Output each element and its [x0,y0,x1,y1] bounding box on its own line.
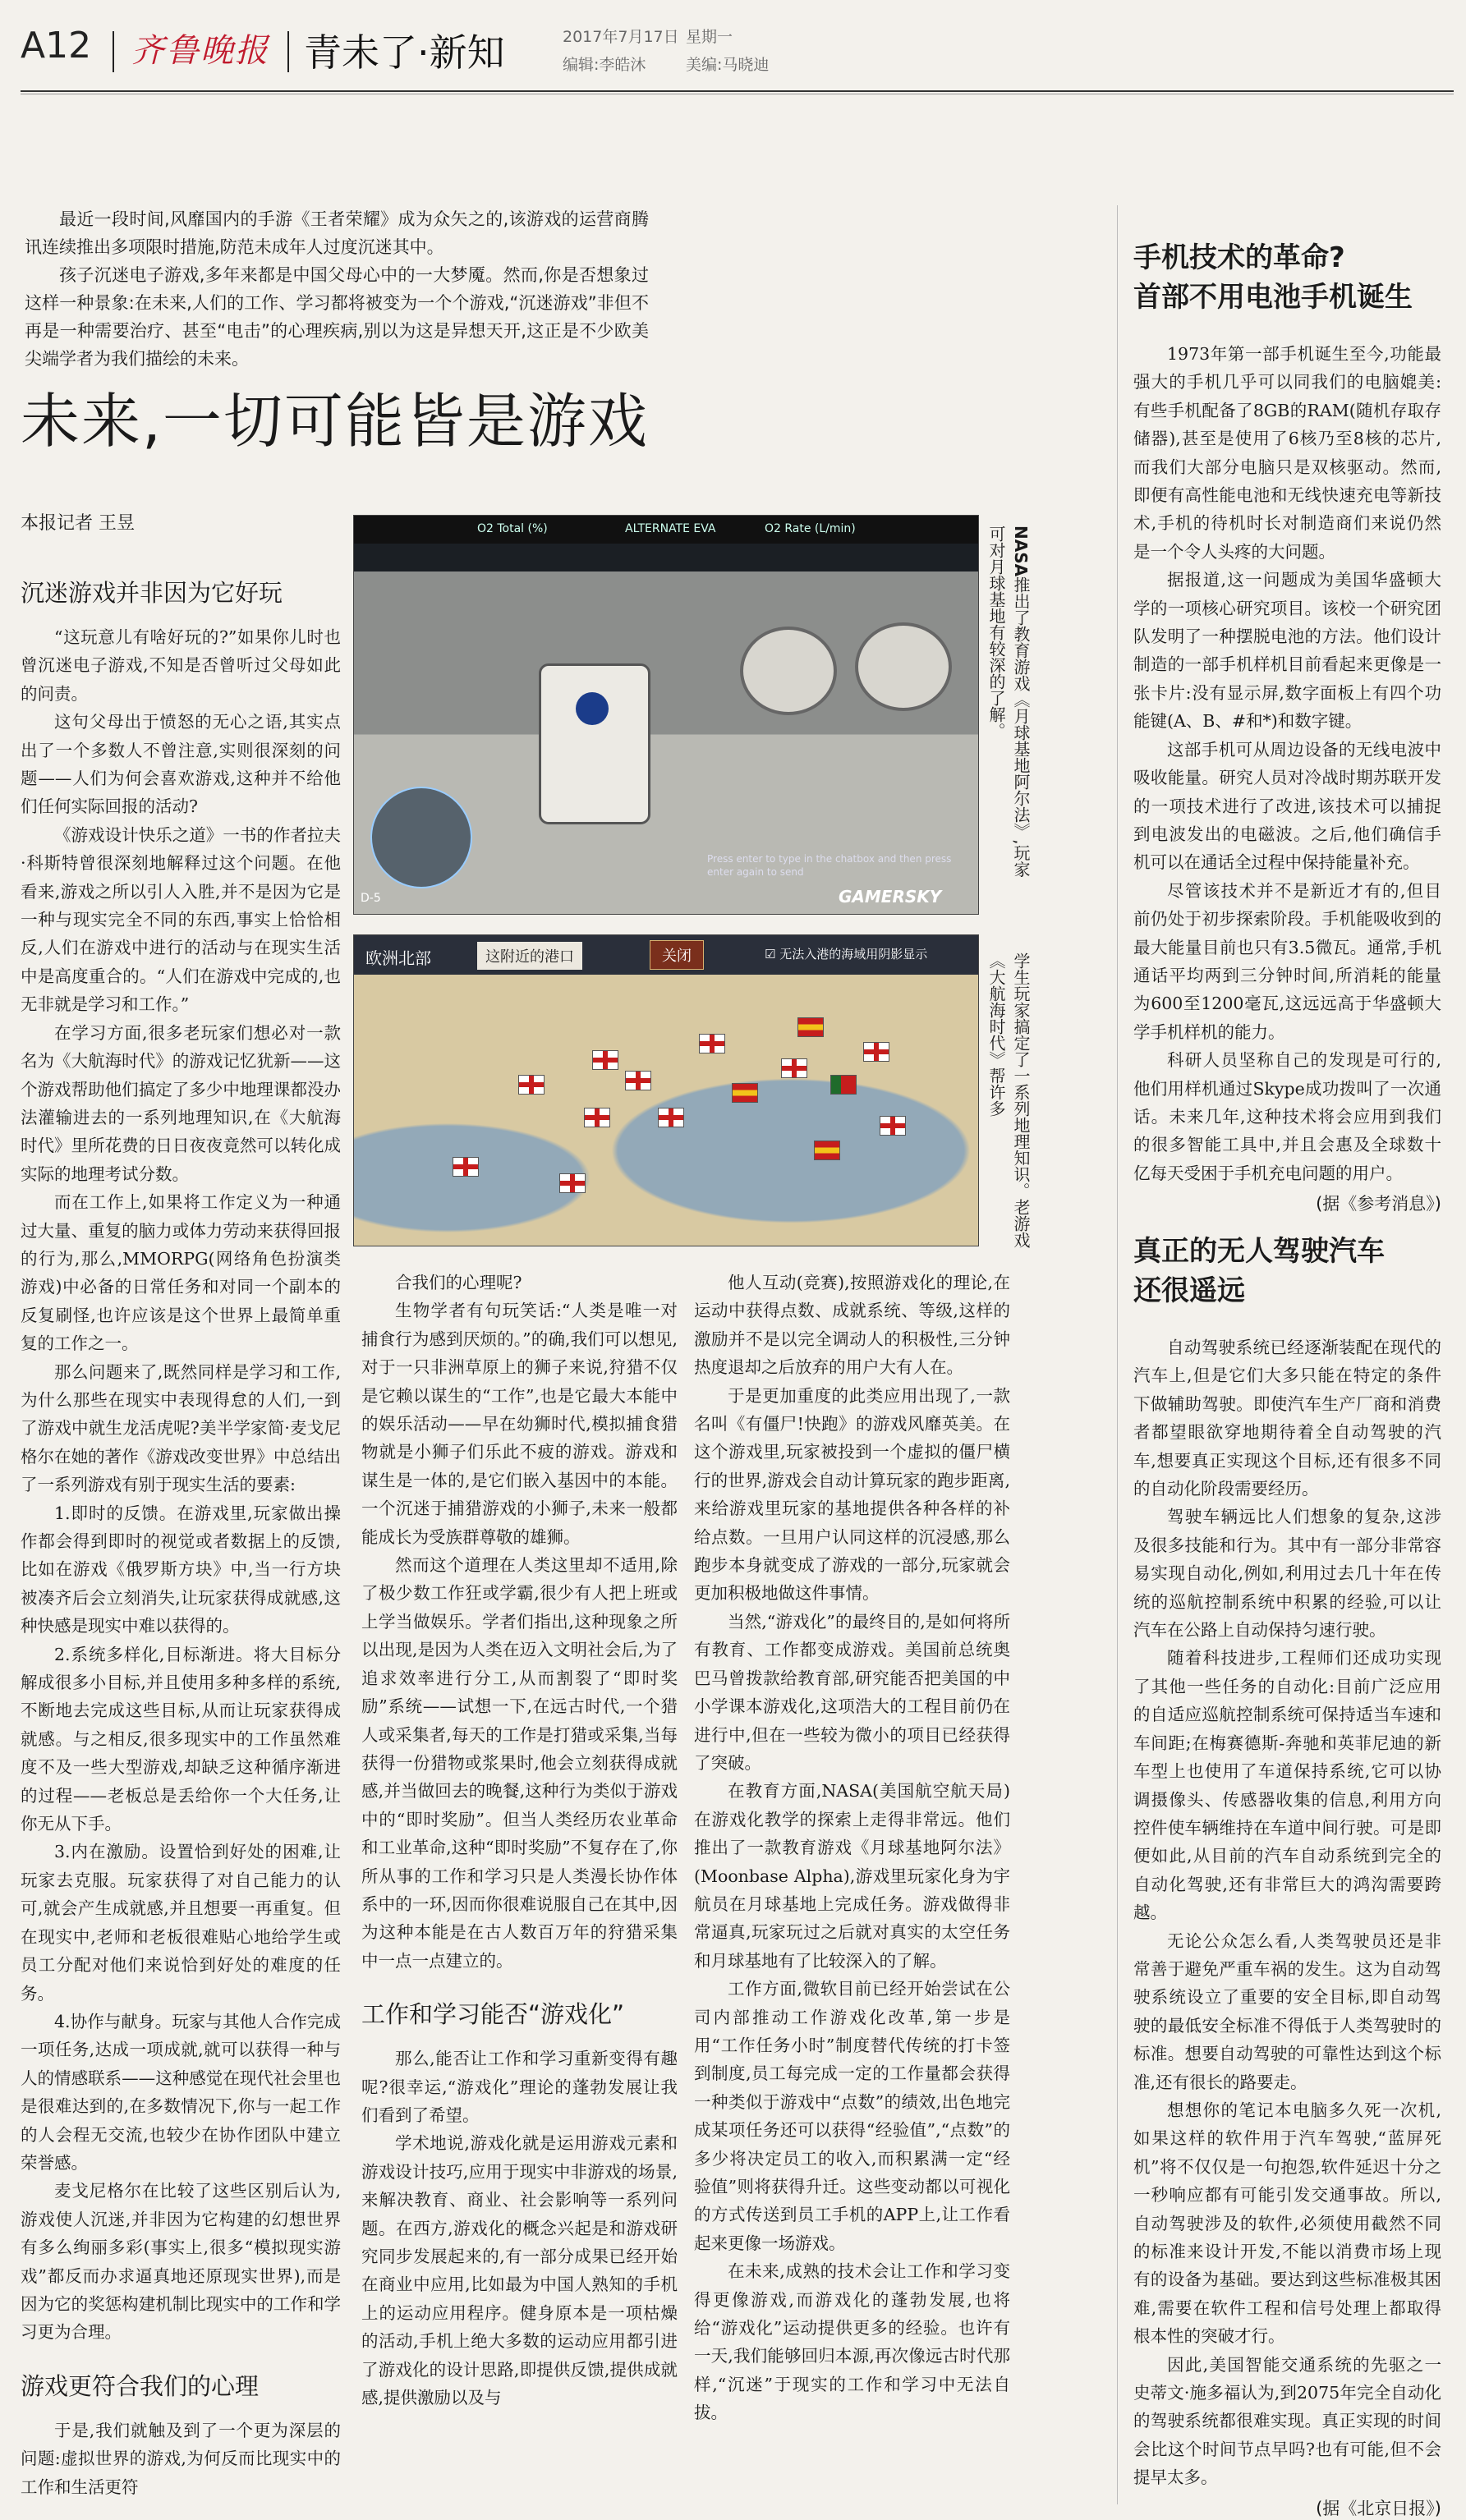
body-paragraph: 生物学者有句玩笑话:“人类是唯一对捕食行为感到厌烦的。”的确,我们可以想见,对于一只非洲草原上的狮子来说,狩猎不仅是它赖以谋生的“工作”,也是它最大本能中的娱乐活动——早在幼狮时代,模拟捕食猎物就是小狮子们乐此不疲的游戏。游戏和谋生是一体的,是它们嵌入基因中的本能。一个沉迷于捕猎游戏的小狮子,未来一般都能成长为受族群尊敬的雄狮。 [361,1301,678,1547]
port-flag-icon [625,1071,651,1090]
body-paragraph: 《游戏设计快乐之道》一书的作者拉夫·科斯特曾很深刻地解释过这个问题。在他看来,游戏之所以引人入胜,并不是因为它是一种与现实完全不同的东西,事实上恰恰相反,人们在游戏中进行的活动与在现实生活中是高度重合的。“人们在游戏中完成的,也无非就是学习和工作。” [21,824,341,1015]
side-title-line2: 首部不用电池手机诞生 [1133,281,1413,314]
port-flag-icon [830,1075,857,1095]
photo-moonbase-alpha [353,515,979,915]
side-story-phone-body [1133,340,1441,1187]
masthead [21,16,1450,82]
article-column-2 [361,1269,678,2412]
map-shade-toggle[interactable]: ☑ 无法入港的海域用阴影显示 [765,947,928,962]
port-flag-icon [658,1108,684,1127]
side-story-driverless [1133,1232,1441,2520]
subheading: 沉迷游戏并非因为它好玩 [21,579,283,607]
hud-o2-rate: O2 Rate (L/min) [765,522,856,535]
body-paragraph: 于是更加重度的此类应用出现了,一款名叫《有僵尸!快跑》的游戏风靡英美。在这个游戏里,玩家被投到一个虚拟的僵尸横行的世界,游戏会自动计算玩家的跑步距离,来给游戏里玩家的基地提供各种各样的补给点数。一旦用户认同这样的沉浸感,那么跑步本身就变成了游戏的一部分,玩家就会更加积极地做这件事情。 [694,1385,1010,1604]
port-flag-icon [518,1075,545,1095]
body-paragraph: 4.协作与献身。玩家与其他人合作完成一项任务,达成一项成就,就可以获得一种与人的情感联系——这种感觉在现代社会里也是很难达到的,在多数情况下,你与一起工作的人会程无交流,也较少在协作团队中建立荣誉感。 [21,2011,341,2173]
port-flag-icon [559,1173,586,1193]
body-paragraph: 在未来,成熟的技术会让工作和学习变得更像游戏,而游戏化的蓬勃发展,也将给“游戏化”运动提供更多的经验。也许有一天,我们能够回归本源,再次像远古时代那样,“沉迷”于现实的工作和学习中无法自拔。 [694,2261,1010,2423]
body-paragraph: 自动驾驶系统已经逐渐装配在现代的汽车上,但是它们大多只能在特定的条件下做辅助驾驶。即使汽车生产厂商和消费者都望眼欲穿地期待着全自动驾驶的汽车,想要真正实现这个目标,还有很多不同的自动化阶段需要经历。 [1133,1338,1441,1499]
column-divider [1117,205,1118,2504]
body-paragraph: 他人互动(竞赛),按照游戏化的理论,在运动中获得点数、成就系统、等级,这样的激励并不是以完全调动人的积极性,三分钟热度退却之后放弃的用户大有人在。 [694,1273,1010,1378]
moon-module [740,627,837,715]
corner-label: D-5 [361,892,381,905]
side-title-line2: 还很遥远 [1133,1274,1245,1307]
body-paragraph: 合我们的心理呢? [395,1273,522,1292]
body-paragraph: 在学习方面,很多老玩家们想必对一款名为《大航海时代》的游戏记忆犹新——这个游戏帮助他们搞定了多少中地理课都没办法灌输进去的一系列地理知识,在《大航海时代》里所花费的日日夜夜竟然可以转化成实际的地理考试分数。 [21,1022,341,1184]
body-paragraph: 然而这个道理在人类这里却不适用,除了极少数工作狂或学霸,很少有人把上班或上学当做娱乐。学者们指出,这种现象之所以出现,是因为人类在迈入文明社会后,为了追求效率进行分工,从而割裂了“即时奖励”系统——试想一下,在远古时代,一个猎人或采集者,每天的工作是打猎或采集,当每获得一份猎物或浆果时,他会立刻获得成就感,并当做回去的晚餐,这种行为类似于游戏中的“即时奖励”。但当人类经历农业革命和工业革命,这种“即时奖励”不复存在了,你所从事的工作和学习只是人类漫长协作体系中的一环,因而你很难说服自己在其中,因为这种本能是在古人数百万年的狩猎采集中一点一点建立的。 [361,1555,678,1971]
editor-credit: 编辑:李皓沐 [563,56,646,74]
main-headline: 未来,一切可能皆是游戏 [21,387,649,456]
body-paragraph: 学术地说,游戏化就是运用游戏元素和游戏设计技巧,应用于现实中非游戏的场景,来解决教育、商业、社会影响等一系列问题。在西方,游戏化的概念兴起是和游戏研究同步发展起来的,有一部分成果已经开始在商业中应用,比如最为中国人熟知的手机上的运动应用程序。健身原本是一项枯燥的活动,手机上绝大多数的运动应用都引进了游戏化的设计思路,即提供反馈,提供成就感,提供激励以及与 [361,2133,678,2408]
body-paragraph: 2.系统多样化,目标渐进。将大目标分解成很多小目标,并且使用多种多样的系统,不断地去完成这些目标,从而让玩家获得成就感。与之相反,很多现实中的工作虽然难度不及一些大型游戏,却缺乏这种循序渐进的过程——老板总是丢给你一个大任务,让你无从下手。 [21,1644,341,1834]
port-flag-icon [732,1083,758,1103]
side-story-driverless-body [1133,1333,1441,2492]
photo-2-caption: 学生玩家搞定了一系列地理知识。老游戏《大航海时代》帮许多 [986,952,1031,1248]
subheading: 游戏更符合我们的心理 [21,2371,260,2400]
body-paragraph: 3.内在激励。设置恰到好处的困难,让玩家去克服。玩家获得了对自己能力的认可,就会产生成就感,并且想要一再重复。但在现实中,老师和老板很难贴心地给学生或员工分配对他们来说恰到好处的难度的任务。 [21,1842,341,2004]
section-title: 青未了·新知 [304,30,505,75]
body-paragraph: 尽管该技术并不是新近才有的,但目前仍处于初步探索阶段。手机能吸收到的最大能量目前也只有3.5微瓦。通常,手机通话平均两到三分钟时间,所消耗的能量为600至1200毫瓦,这远远高于华盛顿大学手机样机的能力。 [1133,880,1441,1042]
body-paragraph: 驾驶车辆远比人们想象的复杂,这涉及很多技能和行为。其中有一部分非常容易实现自动化,例如,利用过去几十年在传统的巡航控制系统中积累的经验,可以让汽车在公路上自动保持匀速行驶。 [1133,1507,1441,1641]
body-paragraph: 工作方面,微软目前已经开始尝试在公司内部推动工作游戏化改革,第一步是用“工作任务小时”制度替代传统的打卡签到制度,员工每完成一定的工作量都会获得一种类似于游戏中“点数”的绩效,出色地完成某项任务还可以获得“经验值”,“点数”的多少将决定员工的收入,而积累满一定“经验值”则将获得升迁。这些变动都以可视化的方式传送到员工手机的APP上,让工作看起来更像一场游戏。 [694,1979,1010,2253]
moon-module [855,622,952,711]
masthead-divider [287,31,289,72]
source-credit: (据《北京日报》) [1316,2498,1441,2518]
photo-1-caption [984,526,1033,887]
body-paragraph: 据报道,这一问题成为美国华盛顿大学的一项核心研究项目。该校一个研究团队发明了一种摆脱电池的方法。他们设计制造的一部手机样机目前看起来更像是一张卡片:没有显示屏,数字面板上有四个功能键(A、B、#和*)和数字键。 [1133,570,1441,732]
radar-display [370,787,472,888]
issue-date: 2017年7月17日 [563,28,679,46]
side-title-line1: 手机技术的革命? [1133,241,1345,274]
body-paragraph: 那么,能否让工作和学习重新变得有趣呢?很幸运,“游戏化”理论的蓬勃发展让我们看到了希望。 [361,2049,678,2125]
source-credit: (据《参考消息》) [1316,1194,1441,1214]
port-flag-icon [863,1042,889,1062]
photo-uncharted-waters-map [353,934,979,1246]
column-2-body-cont [361,2045,678,2412]
caption-text: 推出了教育游戏《月球基地阿尔法》,玩家可对月球基地有较深的了解。 [986,526,1031,878]
intro-block [25,205,649,373]
map-region: 欧洲北部 [365,948,431,968]
header-rule [21,90,1454,92]
astronaut-backpack [539,663,650,824]
body-paragraph: 想想你的笔记本电脑多久死一次机,如果这样的软件用于汽车驾驶,“蓝屏死机”将不仅仅是一句抱怨,软件延迟十分之一秒响应都有可能引发交通事故。所以,自动驾驶涉及的软件,必须使用截然不同的标准来设计开发,不能以消费市场上现有的设备为基础。要达到这些标准极其困难,需要在软件工程和信号处理上都取得根本性的突破才行。 [1133,2100,1441,2347]
watermark-gamersky: GAMERSKY [839,887,942,907]
column-1-body-cont [21,2417,341,2501]
column-2-body [361,1269,678,1975]
caption-nasa: NASA [1011,526,1031,577]
port-flag-icon [592,1050,618,1070]
hud-mode: ALTERNATE EVA [625,522,716,535]
byline: 本报记者 王昱 [21,513,135,534]
port-flag-icon [781,1058,807,1078]
body-paragraph: 1973年第一部手机诞生至今,功能最强大的手机几乎可以同我们的电脑媲美:有些手机配备了8GB的RAM(随机存取存储器),甚至是使用了6核乃至8核的芯片,而我们大部分电脑只是双核驱动。然而,即便有高性能电池和无线快速充电等新技术,手机的待机时长对制造商们来说仍然是一个令人头疼的大问题。 [1133,344,1441,562]
intro-paragraph: 孩子沉迷电子游戏,多年来都是中国父母心中的一大梦魇。然而,你是否想象过这样一种景象:在未来,人们的工作、学习都将被变为一个个游戏,“沉迷游戏”非但不再是一种需要治疗、甚至“电击”的心理疾病,别以为这是异想天开,这正是不少欧美尖端学者为我们描绘的未来。 [25,265,649,369]
body-paragraph: 因此,美国智能交通系统的先驱之一史蒂文·施多福认为,到2075年完全自动化的驾驶系统都很难实现。真正实现的时间会比这个时间节点早吗?也有可能,但不会提早太多。 [1133,2354,1441,2488]
body-paragraph: 这部手机可从周边设备的无线电波中吸收能量。研究人员对冷战时期苏联开发的一项技术进行了改进,该技术可以捕捉到电波发出的电磁波。之后,他们确信手机可以在通话全过程中保持能量补充。 [1133,739,1441,873]
game-hud-bar [354,516,978,544]
port-flag-icon [797,1017,824,1037]
port-flag-icon [814,1141,840,1160]
body-paragraph: 在教育方面,NASA(美国航空航天局)在游戏化教学的探索上走得非常远。他们推出了一款教育游戏《月球基地阿尔法》(Moonbase Alpha),游戏里玩家化身为宇航员在月球基地上完成任务。游戏做得非常逼真,玩家玩过之后就对真实的太空任务和月球基地有了比较深入的了解。 [694,1781,1010,1971]
body-paragraph: 麦戈尼格尔在比较了这些区别后认为,游戏使人沉迷,并非因为它构建的幻想世界有多么绚丽多彩(事实上,很多“模拟现实游戏”都反而办求逼真地还原现实世界),而是因为它的奖惩构建机制比现实中的工作和学习更为合理。 [21,2181,341,2343]
body-paragraph: 那么问题来了,既然同样是学习和工作,为什么那些在现实中表现得怠的人们,一到了游戏中就生龙活虎呢?美半学家简·麦戈尼格尔在她的著作《游戏改变世界》中总结出了一系列游戏有别于现实生活的要素: [21,1361,341,1495]
port-flag-icon [584,1108,610,1127]
body-paragraph: 随着科技进步,工程师们还成功实现了其他一些任务的自动化:目前广泛应用的自适应巡航控制系统可保持适当车速和车间距;在梅赛德斯-奔驰和英菲尼迪的新车型上也使用了车道保持系统,它可以协调摄像头、传感器收集的信息,利用方向控件使车辆维持在车道中间行驶。可是即便如此,从目前的汽车自动系统到完全的自动化驾驶,还有非常巨大的鸿沟需要跨越。 [1133,1648,1441,1923]
intro-paragraph: 最近一段时间,风靡国内的手游《王者荣耀》成为众矢之的,该游戏的运营商腾讯连续推出多项限时措施,防范未成年人过度沉迷其中。 [25,209,649,257]
side-story-phone [1133,238,1441,1215]
issue-weekday: 星期一 [686,28,733,46]
body-paragraph: 而在工作上,如果将工作定义为一种通过大量、重复的脑力或体力劳动来获得回报的行为,那么,MMORPG(网络角色扮演类游戏)中必备的日常任务和对同一个副本的反复刷怪,也许应该是这个世界上最简单重复的工作之一。 [21,1192,341,1354]
body-paragraph: 1.即时的反馈。在游戏里,玩家做出操作都会得到即时的视觉或者数据上的反馈,比如在游戏《俄罗斯方块》中,当一行方块被凑齐后会立刻消失,让玩家获得成就感,这种快感是现实中难以获得的。 [21,1503,341,1636]
body-paragraph: 科研人员坚称自己的发现是可行的,他们用样机通过Skype成功拨叫了一次通话。未来几年,这种技术将会应用到我们的很多智能工具中,并且会惠及全球数十亿每天受困于手机充电问题的用户。 [1133,1050,1441,1183]
page-number: A12 [21,25,92,67]
map-toolbar [354,935,978,975]
newspaper-logo: 齐鲁晚报 [131,32,269,70]
subheading: 工作和学习能否“游戏化” [361,2000,625,2029]
article-column-1 [21,575,341,2501]
body-paragraph: 无论公众怎么看,人类驾驶员还是非常善于避免严重车祸的发生。这为自动驾驶系统设立了重要的安全目标,即自动驾驶的最低安全标准不得低于人类驾驶时的标准。想要自动驾驶的可靠性达到这个标准,还有很长的路要走。 [1133,1930,1441,2092]
body-paragraph: 于是,我们就触及到了一个更为深层的问题:虚拟世界的游戏,为何反而比现实中的工作和生活更符 [21,2420,341,2497]
article-column-3 [694,1269,1010,2427]
designer-credit: 美编:马晓迪 [686,56,770,74]
hud-o2-total: O2 Total (%) [477,522,548,535]
column-3-body [694,1269,1010,2427]
body-paragraph: 这句父母出于愤怒的无心之语,其实点出了一个多数人不曾注意,实则很深刻的问题——人们为何会喜欢游戏,这种并不给他们任何实际回报的活动? [21,712,341,817]
port-flag-icon [880,1116,906,1136]
side-title-line1: 真正的无人驾驶汽车 [1133,1235,1385,1268]
map-close-button[interactable]: 关闭 [650,940,704,970]
body-paragraph: 当然,“游戏化”的最终目的,是如何将所有教育、工作都变成游戏。美国前总统奥巴马曾拨款给教育部,研究能否把美国的中小学课本游戏化,这项浩大的工程目前仍在进行中,但在一些较为微小的项目已经获得了突破。 [694,1611,1010,1773]
port-flag-icon [453,1157,479,1177]
body-paragraph: “这玩意儿有啥好玩的?”如果你儿时也曾沉迷电子游戏,不知是否曾听过父母如此的问责。 [21,627,341,704]
map-shade-toggle-label: 无法入港的海域用阴影显示 [779,947,928,962]
column-1-body [21,623,341,2347]
port-flag-icon [699,1034,725,1053]
nasa-logo-icon [576,692,609,725]
game-hint-text: Press enter to type in the chatbox and then press enter again to send [707,853,952,878]
masthead-divider [113,31,114,72]
map-search-box[interactable]: 这附近的港口 [477,942,582,970]
